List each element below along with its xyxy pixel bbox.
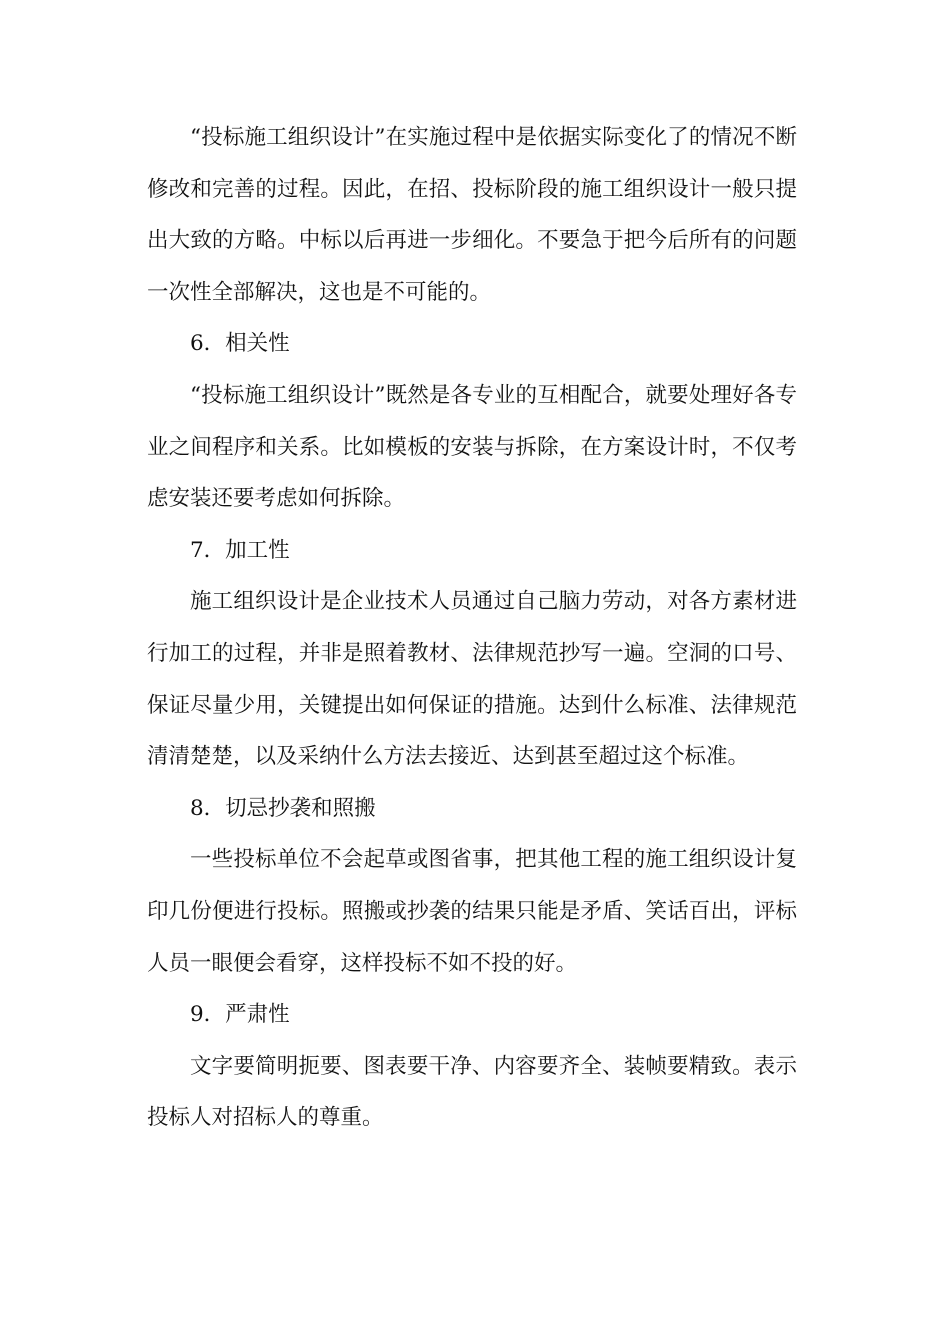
paragraph-relevance: “投标施工组织设计”既然是各专业的互相配合，就要处理好各专业之间程序和关系。比如模板的安装与拆除，在方案设计时，不仅考虑安装还要考虑如何拆除。 [147,382,797,512]
paragraph-seriousness: 文字要简明扼要、图表要干净、内容要齐全、装帧要精致。表示投标人对招标人的尊重。 [147,1053,797,1131]
heading-relevance: 6．相关性 [190,331,290,357]
paragraph-processing: 施工组织设计是企业技术人员通过自己脑力劳动，对各方素材进行加工的过程，并非是照着教材、法律规范抄写一遍。空洞的口号、保证尽量少用，关键提出如何保证的措施。达到什么标准、法律规范清清楚楚，以及采纳什么方法去接近、达到甚至超过这个标准。 [147,589,797,770]
paragraph-no-copying: 一些投标单位不会起草或图省事，把其他工程的施工组织设计复印几份便进行投标。照搬或抄袭的结果只能是矛盾、笑话百出，评标人员一眼便会看穿，这样投标不如不投的好。 [147,847,797,976]
heading-seriousness: 9．严肃性 [190,1002,290,1028]
heading-no-copying: 8．切忌抄袭和照搬 [190,795,376,821]
document-body [147,112,797,1144]
heading-processing: 7．加工性 [190,537,290,563]
paragraph-flexibility: “投标施工组织设计”在实施过程中是依据实际变化了的情况不断修改和完善的过程。因此，在招、投标阶段的施工组织设计一般只提出大致的方略。中标以后再进一步细化。不要急于把今后所有的问题一次性全部解决，这也是不可能的。 [147,125,797,305]
